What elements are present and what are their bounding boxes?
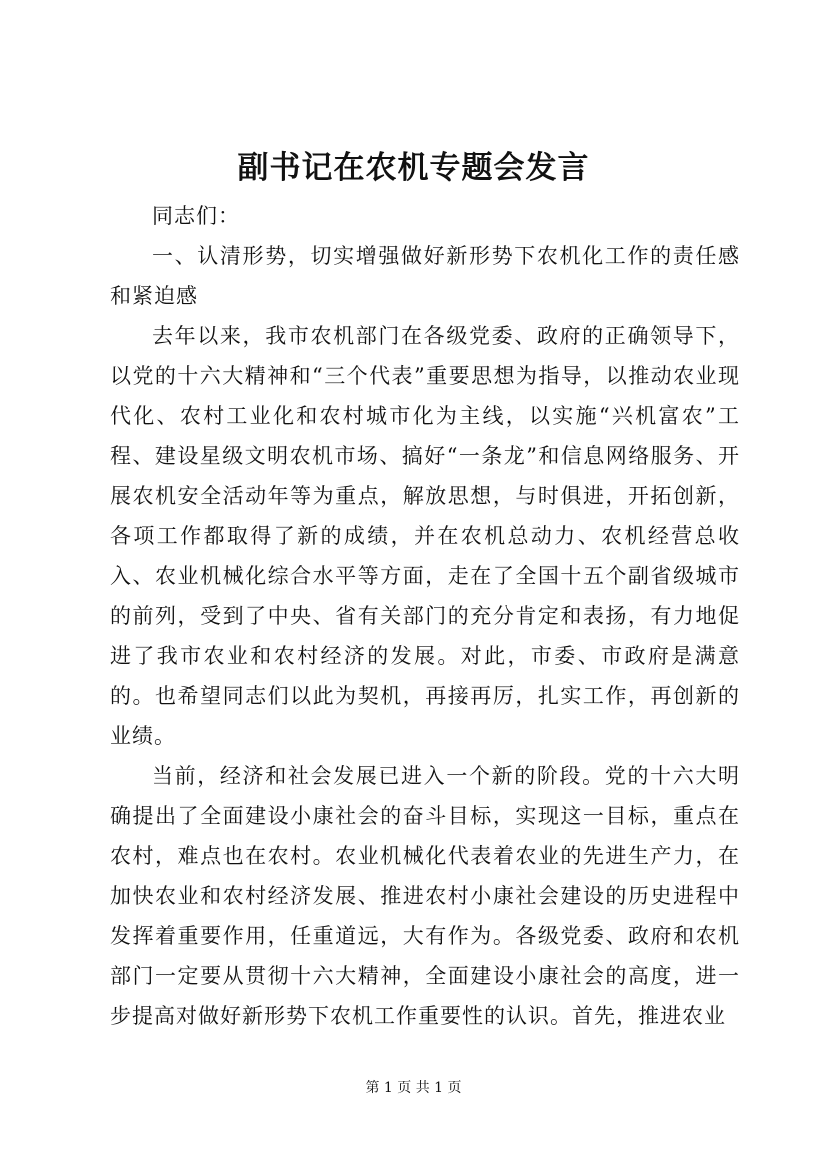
salutation: 同志们： — [152, 204, 240, 228]
body-paragraph: 当前，经济和社会发展已进入一个新的阶段。党的十六大明确提出了全面建设小康社会的奋斗目标，实现这一目标，重点在农村，难点也在农村。农业机械化代表着农业的先进生产力，在加快农业和农村经济发展、推进农村小康社会建设的历史进程中发挥着重要作用，任重道远，大有作为。各级党委、政府和农机部门一定要从贯彻十六大精神，全面建设小康社会的高度，进一步提高对做好新形势下农机工作重要性的认识。首先，推进农业 — [110, 764, 740, 1028]
body-paragraph: 去年以来，我市农机部门在各级党委、政府的正确领导下，以党的十六大精神和“三个代表”重要思想为指导，以推动农业现代化、农村工业化和农村城市化为主线，以实施“兴机富农”工程、建设星级文明农机市场、搞好“一条龙”和信息网络服务、开展农机安全活动年等为重点，解放思想，与时俱进，开拓创新，各项工作都取得了新的成绩，并在农机总动力、农机经营总收入、农业机械化综合水平等方面，走在了全国十五个副省级城市的前列，受到了中央、省有关部门的充分肯定和表扬，有力地促进了我市农业和农村经济的发展。对此，市委、市政府是满意的。也希望同志们以此为契机，再接再厉，扎实工作，再创新的业绩。 — [110, 324, 740, 748]
page-footer: 第 1 页 共 1 页 — [365, 1080, 462, 1096]
document-body — [110, 196, 740, 1036]
section-heading: 一、认清形势，切实增强做好新形势下农机化工作的责任感和紧迫感 — [110, 244, 740, 308]
document-title: 副书记在农机专题会发言 — [237, 150, 590, 186]
